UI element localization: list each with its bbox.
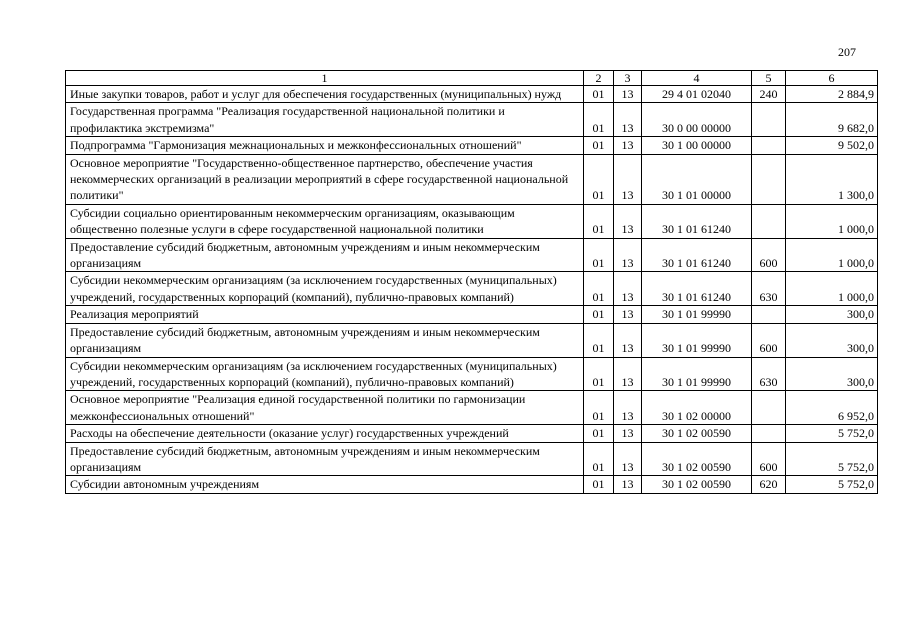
table-row: [66, 272, 878, 306]
row-section-cell: 01: [584, 238, 614, 272]
row-subsection-cell: 13: [614, 476, 642, 493]
row-amount-cell: 5 752,0: [786, 425, 878, 442]
row-name-cell: Расходы на обеспечение деятельности (оказание услуг) государственных учреждений: [66, 425, 584, 442]
row-subsection-cell: 13: [614, 238, 642, 272]
row-name-cell: Основное мероприятие "Государственно-общественное партнерство, обеспечение участия некоммерческих организаций в реализации мероприятий в сфере государственной национальной политики": [66, 154, 584, 204]
row-name-cell: Подпрограмма "Гармонизация межнациональных и межконфессиональных отношений": [66, 137, 584, 154]
row-subsection-cell: 13: [614, 272, 642, 306]
row-section-cell: 01: [584, 425, 614, 442]
table-row: [66, 103, 878, 137]
row-target-article-cell: 30 1 00 00000: [642, 137, 752, 154]
row-section-cell: 01: [584, 272, 614, 306]
row-subsection-cell: 13: [614, 204, 642, 238]
header-col-1: 1: [66, 71, 584, 86]
row-section-cell: 01: [584, 391, 614, 425]
row-subsection-cell: 13: [614, 442, 642, 476]
header-col-5: 5: [752, 71, 786, 86]
row-expense-type-cell: 600: [752, 238, 786, 272]
row-amount-cell: 5 752,0: [786, 442, 878, 476]
table-row: [66, 306, 878, 323]
row-section-cell: 01: [584, 204, 614, 238]
table-row: [66, 391, 878, 425]
row-expense-type-cell: 240: [752, 86, 786, 103]
table-row: [66, 86, 878, 103]
row-subsection-cell: 13: [614, 103, 642, 137]
row-section-cell: 01: [584, 476, 614, 493]
row-target-article-cell: 30 1 01 00000: [642, 154, 752, 204]
page-number: 207: [838, 45, 856, 59]
row-target-article-cell: 30 0 00 00000: [642, 103, 752, 137]
row-name-cell: Субсидии социально ориентированным некоммерческим организациям, оказывающим общественно полезные услуги в сфере государственной национальной политики: [66, 204, 584, 238]
row-name-cell: Иные закупки товаров, работ и услуг для обеспечения государственных (муниципальных) нужд: [66, 86, 584, 103]
row-target-article-cell: 30 1 01 99990: [642, 306, 752, 323]
row-expense-type-cell: [752, 425, 786, 442]
row-name-cell: Предоставление субсидий бюджетным, автономным учреждениям и иным некоммерческим организациям: [66, 238, 584, 272]
row-target-article-cell: 30 1 01 61240: [642, 238, 752, 272]
row-amount-cell: 9 682,0: [786, 103, 878, 137]
row-section-cell: 01: [584, 357, 614, 391]
row-target-article-cell: 30 1 02 00590: [642, 425, 752, 442]
table-row: [66, 204, 878, 238]
row-target-article-cell: 29 4 01 02040: [642, 86, 752, 103]
row-expense-type-cell: [752, 103, 786, 137]
row-expense-type-cell: 620: [752, 476, 786, 493]
row-name-cell: Субсидии некоммерческим организациям (за исключением государственных (муниципальных) учреждений, государственных корпораций (компаний), публично-правовых компаний): [66, 357, 584, 391]
row-amount-cell: 300,0: [786, 306, 878, 323]
row-subsection-cell: 13: [614, 357, 642, 391]
row-expense-type-cell: 600: [752, 323, 786, 357]
row-target-article-cell: 30 1 01 61240: [642, 204, 752, 238]
table-row: [66, 442, 878, 476]
table-row: [66, 425, 878, 442]
row-section-cell: 01: [584, 137, 614, 154]
row-expense-type-cell: [752, 204, 786, 238]
row-amount-cell: 300,0: [786, 323, 878, 357]
row-amount-cell: 9 502,0: [786, 137, 878, 154]
header-col-3: 3: [614, 71, 642, 86]
row-amount-cell: 1 300,0: [786, 154, 878, 204]
table-header-row: [66, 71, 878, 86]
row-expense-type-cell: [752, 391, 786, 425]
row-section-cell: 01: [584, 442, 614, 476]
row-expense-type-cell: [752, 306, 786, 323]
row-subsection-cell: 13: [614, 154, 642, 204]
row-subsection-cell: 13: [614, 86, 642, 103]
row-expense-type-cell: 630: [752, 357, 786, 391]
row-subsection-cell: 13: [614, 137, 642, 154]
row-subsection-cell: 13: [614, 425, 642, 442]
row-name-cell: Реализация мероприятий: [66, 306, 584, 323]
row-name-cell: Основное мероприятие "Реализация единой государственной политики по гармонизации межконфессиональных отношений": [66, 391, 584, 425]
row-amount-cell: 5 752,0: [786, 476, 878, 493]
row-amount-cell: 300,0: [786, 357, 878, 391]
table-row: [66, 154, 878, 204]
header-col-2: 2: [584, 71, 614, 86]
row-expense-type-cell: [752, 154, 786, 204]
row-amount-cell: 1 000,0: [786, 272, 878, 306]
row-subsection-cell: 13: [614, 323, 642, 357]
header-col-6: 6: [786, 71, 878, 86]
row-name-cell: Субсидии некоммерческим организациям (за исключением государственных (муниципальных) учреждений, государственных корпораций (компаний), публично-правовых компаний): [66, 272, 584, 306]
row-expense-type-cell: 630: [752, 272, 786, 306]
row-name-cell: Предоставление субсидий бюджетным, автономным учреждениям и иным некоммерческим организациям: [66, 323, 584, 357]
budget-table: [65, 70, 878, 494]
row-name-cell: Субсидии автономным учреждениям: [66, 476, 584, 493]
row-section-cell: 01: [584, 154, 614, 204]
row-target-article-cell: 30 1 01 99990: [642, 323, 752, 357]
row-subsection-cell: 13: [614, 306, 642, 323]
row-target-article-cell: 30 1 02 00590: [642, 476, 752, 493]
row-amount-cell: 2 884,9: [786, 86, 878, 103]
row-subsection-cell: 13: [614, 391, 642, 425]
row-section-cell: 01: [584, 306, 614, 323]
table-row: [66, 323, 878, 357]
row-amount-cell: 6 952,0: [786, 391, 878, 425]
row-section-cell: 01: [584, 323, 614, 357]
header-col-4: 4: [642, 71, 752, 86]
row-amount-cell: 1 000,0: [786, 238, 878, 272]
table-row: [66, 238, 878, 272]
table-row: [66, 476, 878, 493]
row-name-cell: Предоставление субсидий бюджетным, автономным учреждениям и иным некоммерческим организациям: [66, 442, 584, 476]
row-name-cell: Государственная программа "Реализация государственной национальной политики и профилактика экстремизма": [66, 103, 584, 137]
row-section-cell: 01: [584, 103, 614, 137]
row-target-article-cell: 30 1 02 00590: [642, 442, 752, 476]
row-section-cell: 01: [584, 86, 614, 103]
row-amount-cell: 1 000,0: [786, 204, 878, 238]
row-expense-type-cell: [752, 137, 786, 154]
table-row: [66, 357, 878, 391]
row-target-article-cell: 30 1 01 61240: [642, 272, 752, 306]
row-target-article-cell: 30 1 01 99990: [642, 357, 752, 391]
row-target-article-cell: 30 1 02 00000: [642, 391, 752, 425]
row-expense-type-cell: 600: [752, 442, 786, 476]
table-row: [66, 137, 878, 154]
